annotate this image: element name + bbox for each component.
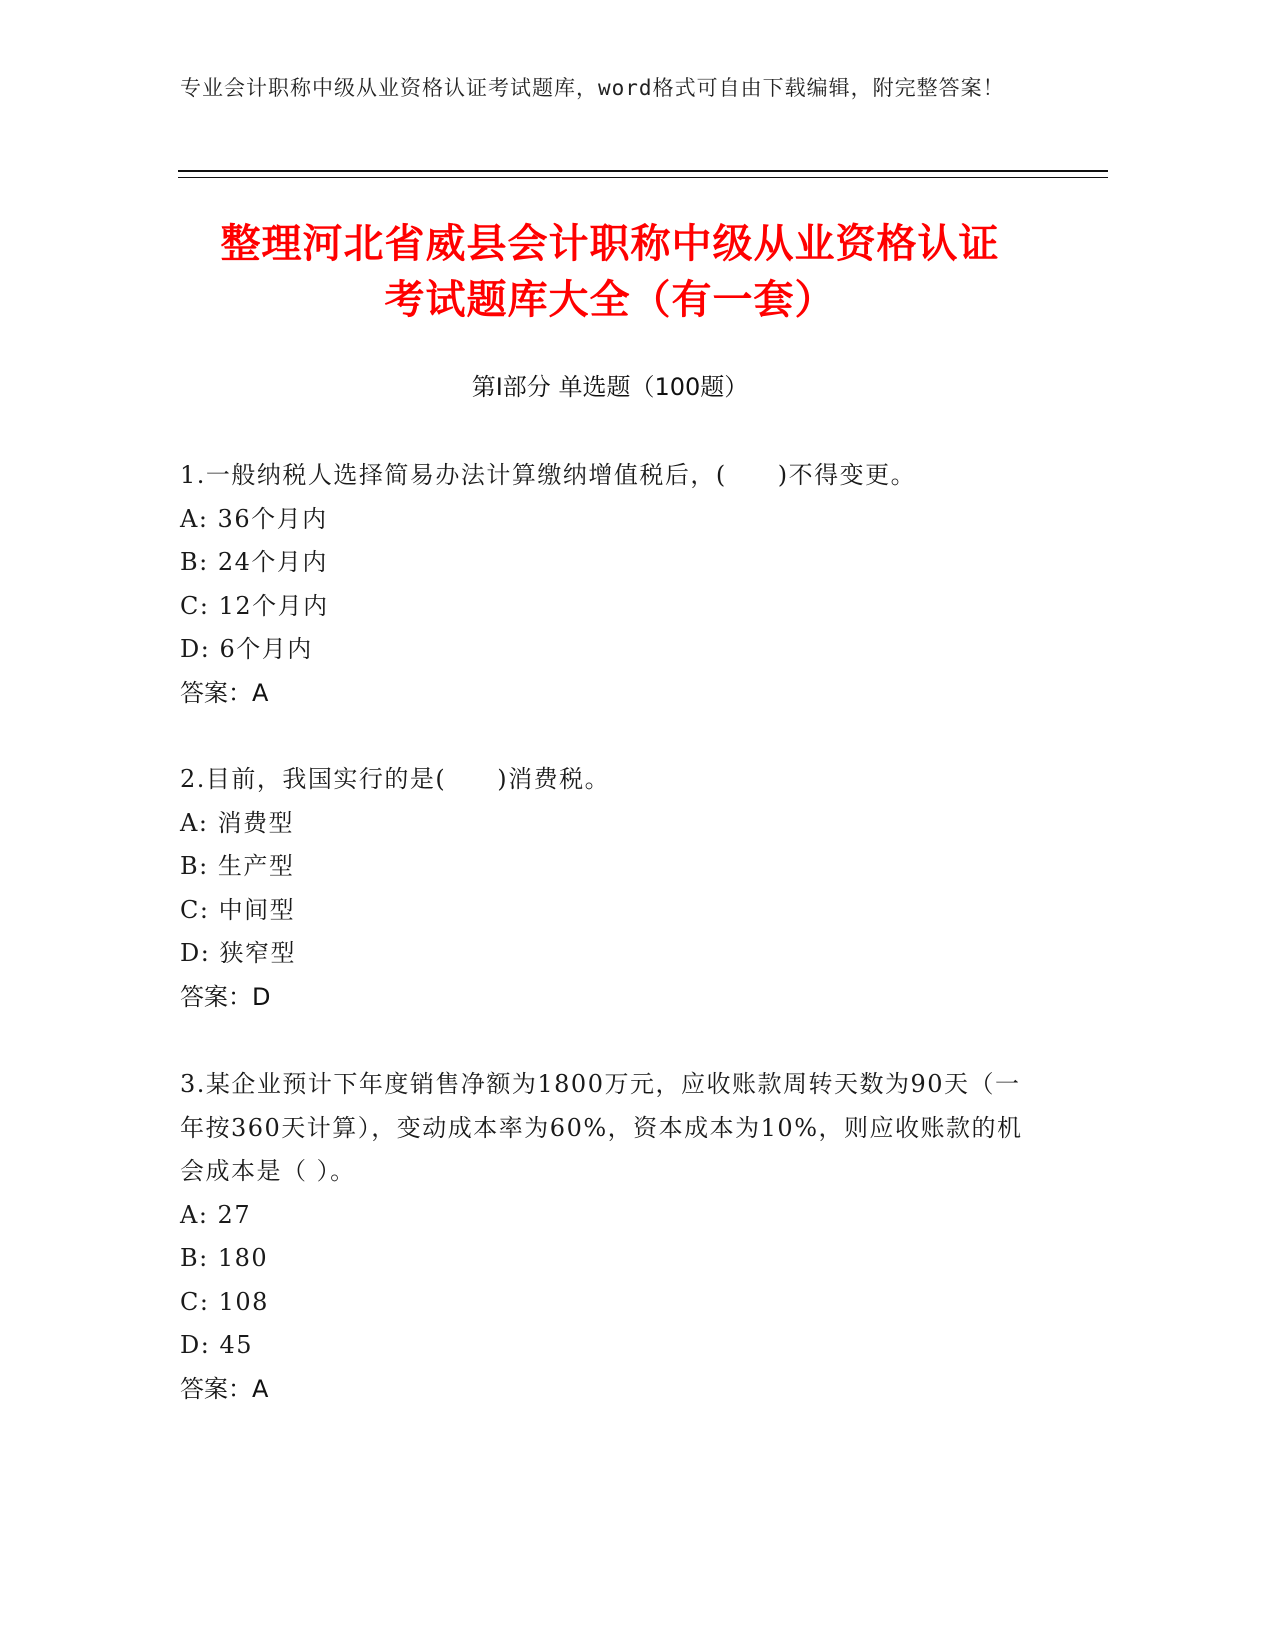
option-d: D: 狭窄型 <box>180 939 296 967</box>
option-b: B: 24个月内 <box>180 548 328 576</box>
answer-label: 答案：A <box>180 678 269 707</box>
option-a: A: 36个月内 <box>180 504 328 533</box>
document-title-line-2: 考试题库大全（有一套） <box>384 277 836 323</box>
answer-label: 答案：A <box>180 1374 269 1403</box>
option-c: C: 12个月内 <box>180 591 329 620</box>
option-d: D: 6个月内 <box>180 635 313 663</box>
option-c: C: 108 <box>180 1287 269 1316</box>
question-block <box>180 1063 1040 1411</box>
question-stem: 2.目前，我国实行的是( )消费税。 <box>180 765 611 793</box>
question-block <box>180 454 1040 715</box>
header-divider-thick <box>178 170 1108 172</box>
header-divider-thin <box>178 177 1108 178</box>
section-title: 第Ⅰ部分 单选题（100题） <box>471 373 749 401</box>
question-block <box>180 758 1040 1019</box>
option-d: D: 45 <box>180 1331 253 1359</box>
question-stem: 1.一般纳税人选择简易办法计算缴纳增值税后，( )不得变更。 <box>180 461 917 489</box>
option-a: A: 消费型 <box>180 808 295 837</box>
header-note: 专业会计职称中级从业资格认证考试题库，word格式可自由下载编辑，附完整答案！ <box>180 76 1005 100</box>
document-title <box>170 216 1050 328</box>
option-b: B: 生产型 <box>180 852 295 880</box>
answer-label: 答案：D <box>180 982 271 1011</box>
option-b: B: 180 <box>180 1244 269 1272</box>
question-stem: 3.某企业预计下年度销售净额为1800万元，应收账款周转天数为90天（一年按360天计算），变动成本率为60%，资本成本为10%，则应收账款的机会成本是（ ）。 <box>180 1070 1023 1185</box>
option-a: A: 27 <box>180 1200 252 1229</box>
option-c: C: 中间型 <box>180 895 296 924</box>
document-title-line-1: 整理河北省威县会计职称中级从业资格认证 <box>220 221 1000 267</box>
